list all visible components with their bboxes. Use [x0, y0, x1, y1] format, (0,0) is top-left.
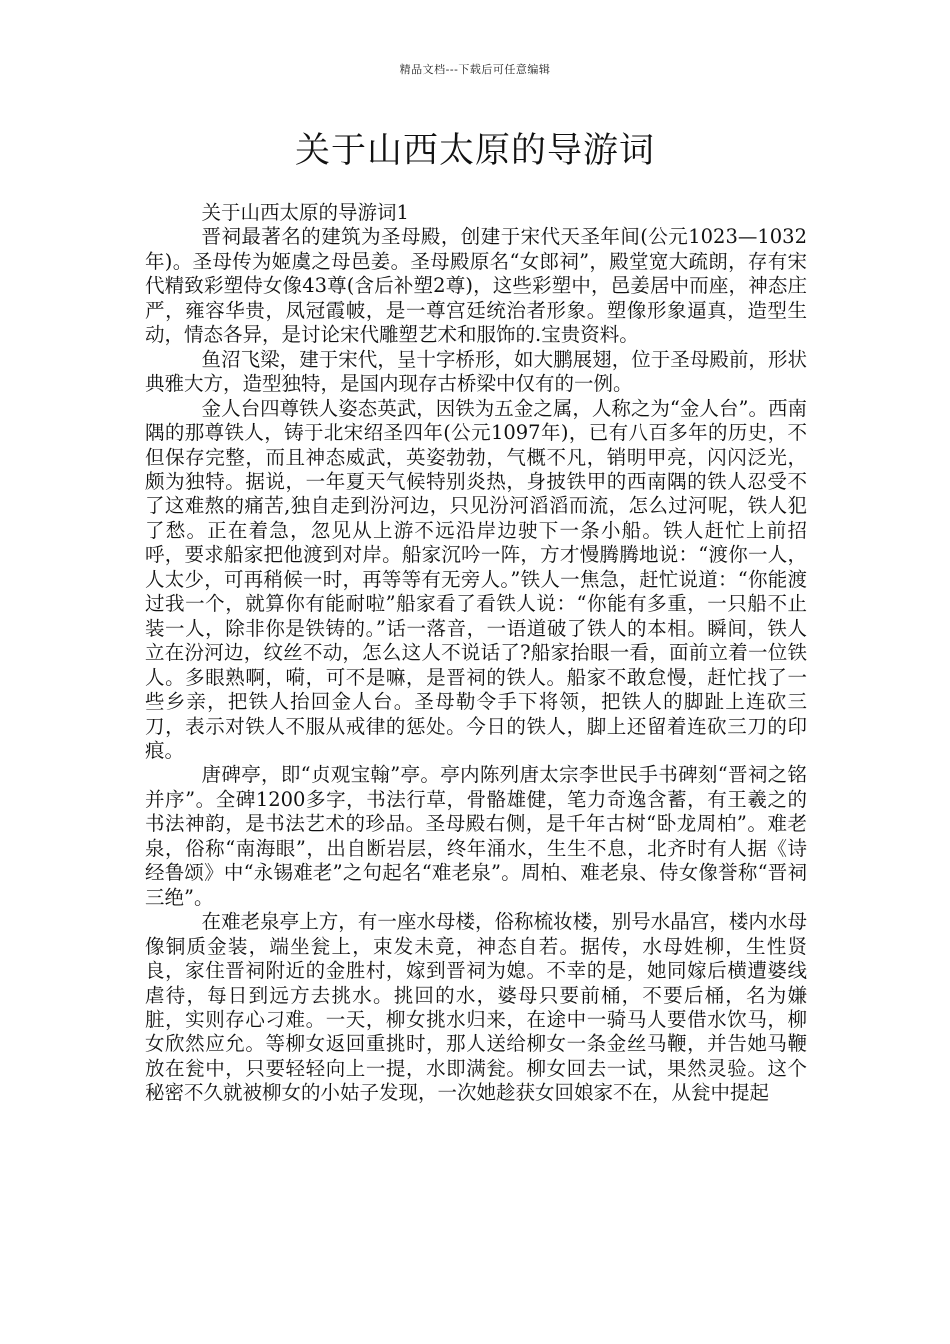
paragraph-tang-stele: 唐碑亭，即“贞观宝翰”亭。亭内陈列唐太宗李世民手书碑刻“晋祠之铭并序”。全碑1200多字，书法行草，骨骼雄健，笔力奇逸含蓄，有王羲之的书法神韵，是书法艺术的珍品。圣母殿右侧，是千年古树“卧龙周柏”。难老泉，俗称“南海眼”，出自断岩层，终年涌水，生生不息，北齐时有人据《诗经鲁颂》中“永锡难老”之句起名“难老泉”。周柏、难老泉、侍女像誉称“晋祠三绝”。 [145, 763, 807, 909]
document-body [145, 201, 807, 1106]
paragraph-iron-men: 金人台四尊铁人姿态英武，因铁为五金之属，人称之为“金人台”。西南隅的那尊铁人，铸于北宋绍圣四年(公元1097年)，已有八百多年的历史，不但保存完整，而且神态威武，英姿勃勃，气概不凡，销明甲亮，闪闪泛光，颇为独特。据说，一年夏天气候特别炎热，身披铁甲的西南隅的铁人忍受不了这难熬的痛苦,独自走到汾河边，只见汾河滔滔而流，怎么过河呢，铁人犯了愁。正在着急，忽见从上游不远沿岸边驶下一条小船。铁人赶忙上前招呼，要求船家把他渡到对岸。船家沉吟一阵，方才慢腾腾地说：“渡你一人，人太少，可再稍候一时，再等等有无旁人。”铁人一焦急，赶忙说道：“你能渡过我一个，就算你有能耐啦”船家看了看铁人说：“你能有多重，一只船不止装一人，除非你是铁铸的。”话一落音，一语道破了铁人的本相。瞬间，铁人立在汾河边，纹丝不动，怎么这人不说话了?船家抬眼一看，面前立着一位铁人。多眼熟啊，嗬，可不是嘛，是晋祠的铁人。船家不敢怠慢，赶忙找了一些乡亲，把铁人抬回金人台。圣母勒令手下将领，把铁人的脚趾上连砍三刀，表示对铁人不服从戒律的惩处。今日的铁人，脚上还留着连砍三刀的印痕。 [145, 396, 807, 762]
paragraph-fish-pond-bridge: 鱼沼飞梁，建于宋代，呈十字桥形，如大鹏展翅，位于圣母殿前，形状典雅大方，造型独特，是国内现存古桥梁中仅有的一例。 [145, 347, 807, 396]
document-title: 关于山西太原的导游词 [294, 131, 655, 171]
section-subtitle: 关于山西太原的导游词1 [201, 201, 409, 224]
paragraph-water-mother: 在难老泉亭上方，有一座水母楼，俗称梳妆楼，别号水晶宫，楼内水母像铜质金装，端坐瓮上，束发未竟，神态自若。据传，水母姓柳，生性贤良，家住晋祠附近的金胜村，嫁到晋祠为媳。不幸的是，她同嫁后横遭婆线虐待，每日到远方去挑水。挑回的水，婆母只要前桶，不要后桶，名为嫌脏，实则存心刁难。一天，柳女挑水归来，在途中一骑马人要借水饮马，柳女欣然应允。等柳女返回重挑时，那人送给柳女一条金丝马鞭，并告她马鞭放在瓮中，只要轻轻向上一提，水即满瓮。柳女回去一试，果然灵验。这个秘密不久就被柳女的小姑子发现，一次她趁获女回娘家不在，从瓮中提起 [145, 910, 807, 1105]
header-note: 精品文档---下载后可任意编辑 [399, 63, 551, 76]
paragraph-shengmu-hall: 晋祠最著名的建筑为圣母殿，创建于宋代天圣年间(公元1023—1032年)。圣母传为姬虞之母邑姜。圣母殿原名“女郎祠”，殿堂宽大疏朗，存有宋代精致彩塑侍女像43尊(含后补塑2尊)，这些彩塑中，邑姜居中而座，神态庄严，雍容华贵，凤冠霞帔，是一尊宫廷统治者形象。塑像形象逼真，造型生动，情态各异，是讨论宋代雕塑艺术和服饰的.宝贵资料。 [145, 225, 807, 347]
